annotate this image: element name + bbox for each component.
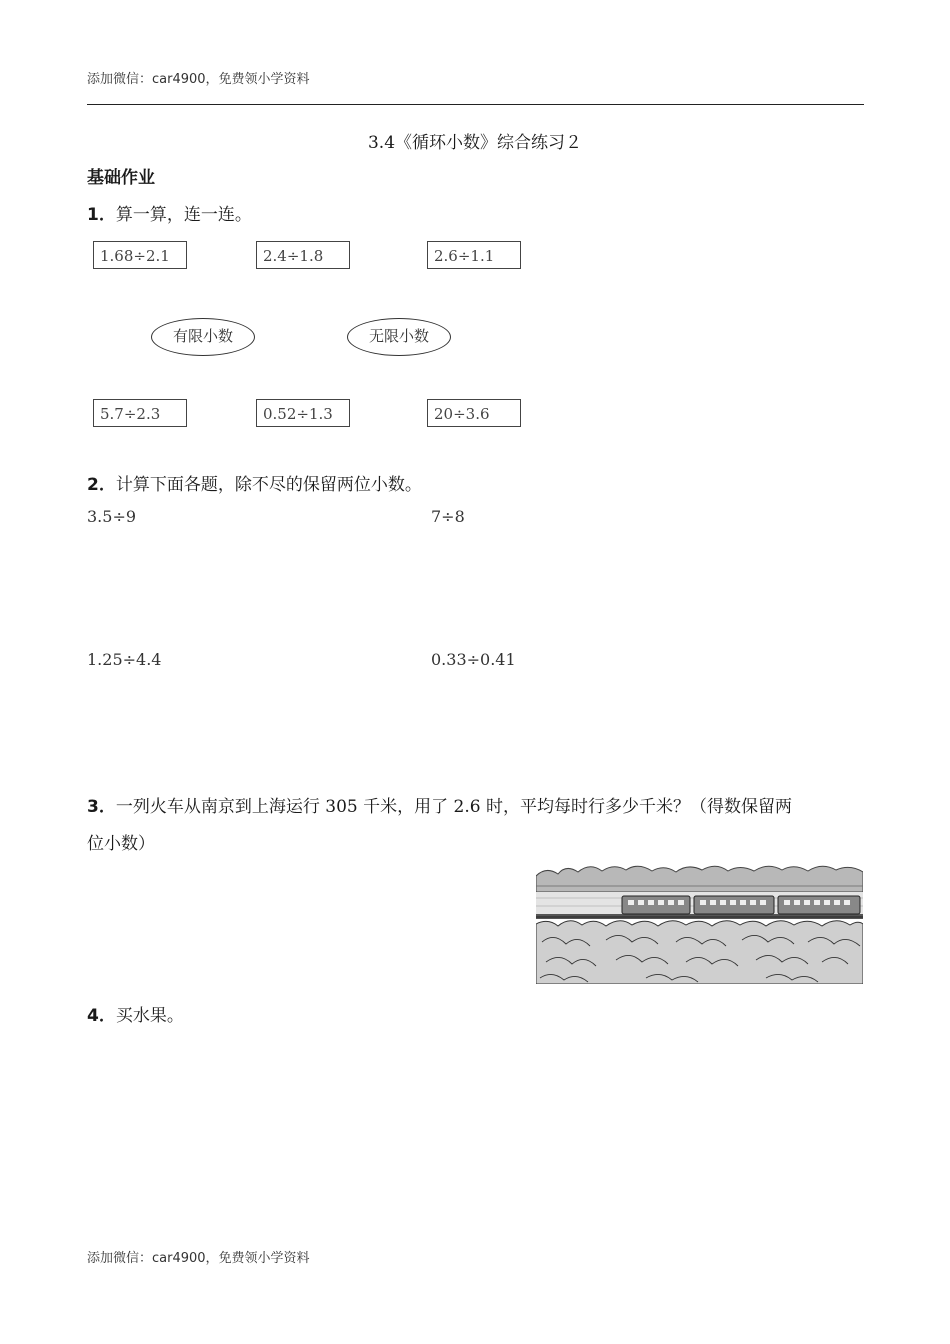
section-heading: 基础作业 <box>87 168 155 188</box>
expression-box: 1.68÷2.1 <box>93 241 187 269</box>
header-rule <box>87 104 864 105</box>
header-note: 添加微信：car4900，免费领小学资料 <box>87 72 310 87</box>
question-3 <box>87 792 877 817</box>
expression-box: 20÷3.6 <box>427 399 521 427</box>
question-1-number: 1． <box>87 205 116 225</box>
question-1 <box>87 200 252 225</box>
question-3-continuation: 位小数） <box>87 834 155 854</box>
page-title: 3.4《循环小数》综合练习２ <box>367 133 583 153</box>
oval-infinite-decimal: 无限小数 <box>347 318 451 356</box>
question-3-text: 一列火车从南京到上海运行 305 千米，用了 2.6 时，平均每时行多少千米？（得数保留两 <box>115 797 792 817</box>
question-1-text: 算一算，连一连。 <box>115 205 252 225</box>
oval-finite-decimal: 有限小数 <box>151 318 255 356</box>
calc-expression: 1.25÷4.4 <box>87 650 162 669</box>
train-illustration <box>536 862 863 984</box>
footer-note: 添加微信：car4900，免费领小学资料 <box>87 1251 310 1266</box>
expression-box: 2.6÷1.1 <box>427 241 521 269</box>
expression-box: 5.7÷2.3 <box>93 399 187 427</box>
expression-box: 0.52÷1.3 <box>256 399 350 427</box>
calc-expression: 7÷8 <box>431 507 465 526</box>
question-4-text: 买水果。 <box>115 1006 184 1026</box>
calc-expression: 3.5÷9 <box>87 507 137 526</box>
question-4-number: 4． <box>87 1006 116 1026</box>
calc-expression: 0.33÷0.41 <box>431 650 516 669</box>
question-2 <box>87 470 422 495</box>
question-3-number: 3． <box>87 797 116 817</box>
question-4 <box>87 1001 184 1026</box>
question-2-text: 计算下面各题，除不尽的保留两位小数。 <box>115 475 422 495</box>
expression-box: 2.4÷1.8 <box>256 241 350 269</box>
question-2-number: 2． <box>87 475 116 495</box>
